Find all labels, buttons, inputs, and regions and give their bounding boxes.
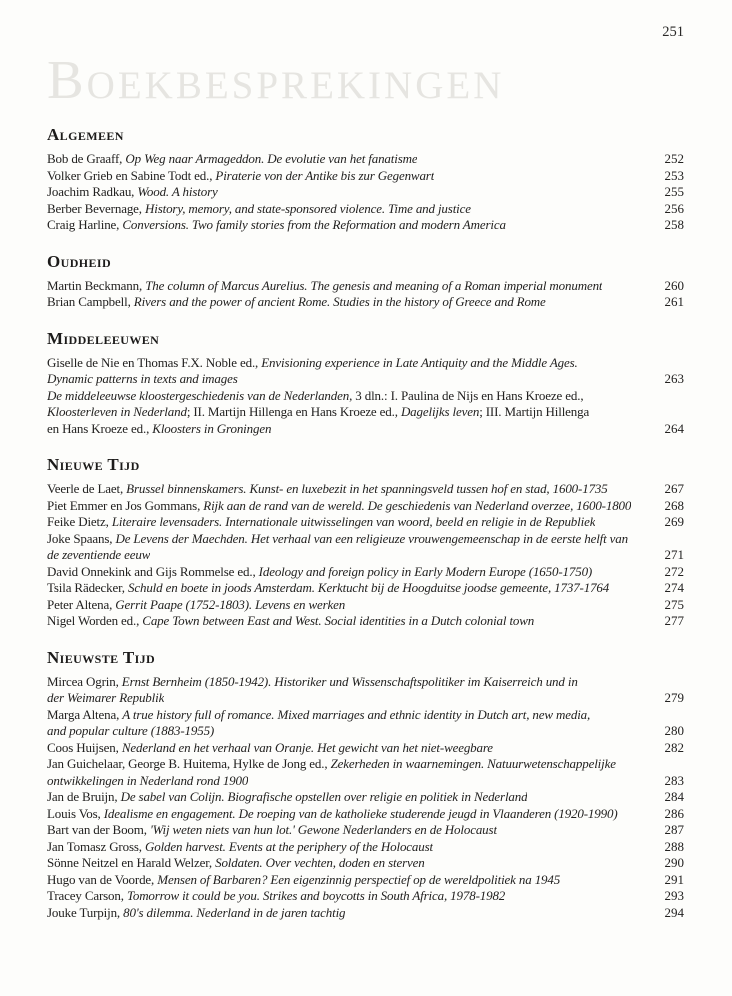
entry-text (47, 184, 218, 201)
toc-entry (47, 905, 684, 922)
entry-title: Golden harvest. Events at the periphery of the Holocaust (144, 838, 433, 854)
toc-entry-line (47, 531, 684, 548)
toc-entry-line (47, 481, 684, 498)
entry-page-number: 283 (664, 772, 684, 788)
toc-section (47, 251, 684, 311)
toc-entry (47, 168, 684, 185)
toc-entry-line (47, 888, 684, 905)
entry-title: der Weimarer Republik (47, 690, 165, 705)
entry-page-number: 279 (664, 690, 684, 705)
toc-entry (47, 756, 684, 789)
entry-author: Giselle de Nie en Thomas F.X. Noble ed., (47, 354, 262, 370)
entry-author: en Hans Kroeze ed., (47, 420, 153, 436)
toc-entry (47, 855, 684, 872)
section-heading: Nieuwste Tijd (47, 647, 156, 667)
entry-page-number: 272 (664, 563, 684, 579)
entry-title: Dagelijks leven (400, 404, 480, 419)
entry-page-number: 293 (664, 888, 684, 903)
toc-entry (47, 388, 684, 438)
entry-title: De Levens der Maechden. Het verhaal van een religieuze vrouwengemeenschap in de eerste helft van (115, 530, 628, 546)
entry-text (47, 822, 497, 839)
entry-page-number: 294 (664, 904, 684, 920)
entry-author: Tracey Carson, (47, 888, 127, 903)
toc-entry-line (47, 756, 684, 773)
entry-text (47, 481, 608, 498)
toc-entry-line (47, 184, 684, 201)
toc-entry-line (47, 547, 684, 564)
section-heading: Algemeen (47, 125, 124, 144)
toc-entry-line (47, 597, 684, 614)
toc-entry-line (47, 855, 684, 872)
toc-entry (47, 580, 684, 597)
entry-title: and popular culture (1883-1955) (47, 723, 215, 738)
entry-text (47, 580, 609, 597)
toc-entry-line (47, 822, 684, 839)
toc-entry-line (47, 674, 684, 691)
entry-text (47, 674, 578, 691)
entry-title: Tomorrow it could be you. Strikes and boycotts in South Africa, 1978-1982 (126, 888, 506, 903)
entry-author: , 3 dln.: I. Paulina de Nijs en Hans Kroeze ed., (349, 387, 584, 403)
entry-text (47, 690, 164, 707)
toc-entry-line (47, 294, 684, 311)
toc-entry-line (47, 514, 684, 531)
entry-title: History, memory, and state-sponsored violence. Time and justice (145, 200, 471, 216)
toc-entry-line (47, 151, 684, 168)
entry-author: Nigel Worden ed., (47, 613, 143, 628)
entry-author: Mircea Ogrin, (47, 673, 122, 689)
entry-title: ontwikkelingen in Nederland rond 1900 (47, 772, 249, 788)
entry-page-number: 275 (664, 596, 684, 612)
entry-author: Craig Harline, (47, 217, 123, 232)
toc-entry-line (47, 806, 684, 823)
entry-author: Veerle de Laet, (47, 481, 127, 496)
entry-author: Peter Altena, (47, 596, 116, 612)
toc-entry-line (47, 872, 684, 889)
entry-page-number: 268 (664, 497, 684, 513)
entry-page-number: 264 (664, 420, 684, 436)
entry-title: Kloosterleven in Nederland (47, 404, 187, 419)
entry-title: 80's dilemma. Nederland in de jaren tachtig (123, 904, 346, 920)
toc-entry (47, 294, 684, 311)
entry-text (47, 168, 434, 185)
toc-entry (47, 806, 684, 823)
entry-page-number: 255 (664, 184, 684, 199)
toc-entry-line (47, 217, 684, 234)
entry-text (47, 371, 238, 388)
entry-title: Ernst Bernheim (1850-1942). Historiker und Wissenschaftspolitiker im Kaiserreich und in (121, 673, 578, 689)
entry-author: Jan Guichelaar, George B. Huitema, Hylke de Jong ed., (47, 756, 331, 771)
toc-entry-line (47, 278, 684, 295)
toc-entry-line (47, 371, 684, 388)
toc-entry (47, 674, 684, 707)
toc-entry (47, 613, 684, 630)
entry-title: Rivers and the power of ancient Rome. Studies in the history of Greece and Rome (133, 294, 546, 309)
entry-title: The column of Marcus Aurelius. The genesis and meaning of a Roman imperial monument (145, 277, 603, 293)
entry-text (47, 789, 527, 806)
entry-title: Literaire levensaders. Internationale uitwisselingen van woord, beeld en religie in de Republiek (111, 514, 596, 529)
entry-page-number: 256 (664, 200, 684, 216)
entry-page-number: 252 (664, 151, 684, 166)
entry-text (47, 597, 345, 614)
entry-title: A true history full of romance. Mixed marriages and ethnic identity in Dutch art, new media, (122, 706, 591, 722)
entry-title: Kloosters in Groningen (152, 420, 272, 436)
entry-page-number: 282 (664, 739, 684, 755)
toc-entry-line (47, 690, 684, 707)
entry-title: De sabel van Colijn. Biografische opstellen over religie en politiek in Nederland (120, 789, 528, 804)
entry-text (47, 514, 595, 531)
entry-page-number: 290 (664, 855, 684, 870)
toc-entry-line (47, 707, 684, 724)
entry-page-number: 263 (664, 371, 684, 386)
toc-entry-line (47, 839, 684, 856)
entry-title: 'Wij weten niets van hun lot.' Gewone Nederlanders en de Holocaust (149, 822, 497, 837)
toc-entry (47, 355, 684, 388)
toc-entry (47, 564, 684, 581)
toc-entry-line (47, 168, 684, 185)
entry-title: de zeventiende eeuw (47, 547, 151, 562)
entry-text (47, 151, 417, 168)
entry-text (47, 839, 433, 856)
entry-author: ; III. Martijn Hillenga (479, 404, 590, 419)
entry-page-number: 269 (664, 514, 684, 529)
entry-page-number: 258 (664, 217, 684, 232)
entry-page-number: 271 (664, 547, 684, 562)
entry-author: Tsila Rädecker, (47, 580, 128, 595)
entry-page-number: 291 (664, 871, 684, 887)
entry-title: Gerrit Paape (1752-1803). Levens en werken (115, 596, 346, 612)
toc-section (47, 328, 684, 438)
toc-entry (47, 888, 684, 905)
page-number: 251 (662, 24, 684, 40)
toc-entry (47, 822, 684, 839)
entry-text (47, 355, 578, 372)
entry-title: Mensen of Barbaren? Een eigenzinnig perspectief op de wereldpolitiek na 1945 (157, 871, 561, 887)
entry-text (47, 547, 150, 564)
section-heading: Nieuwe Tijd (47, 455, 140, 474)
toc-entry-line (47, 613, 684, 630)
toc-section (47, 454, 684, 630)
entry-author: Coos Huijsen, (47, 739, 122, 755)
toc-entry-line (47, 580, 684, 597)
section-heading: Oudheid (47, 251, 112, 271)
entry-title: Conversions. Two family stories from the Reformation and modern America (122, 217, 506, 232)
entry-text (47, 872, 560, 889)
entry-author: David Onnekink and Gijs Rommelse ed., (47, 563, 259, 579)
toc-entry-line (47, 723, 684, 740)
entry-page-number: 274 (664, 580, 684, 595)
entry-text (47, 723, 214, 740)
entry-page-number: 260 (664, 277, 684, 293)
entry-text (47, 498, 631, 515)
entry-title: Soldaten. Over vechten, doden en sterven (215, 855, 425, 870)
toc-section (47, 124, 684, 234)
entry-author: Louis Vos, (47, 805, 104, 821)
toc-entry (47, 531, 684, 564)
entry-text (47, 905, 345, 922)
entry-page-number: 277 (664, 613, 684, 628)
entry-page-number: 286 (664, 805, 684, 821)
entry-title: Op Weg naar Armageddon. De evolutie van het fanatisme (125, 151, 418, 166)
entry-text (47, 421, 271, 438)
entry-title: Brussel binnenskamers. Kunst- en luxebezit in het spanningsveld tussen hof en stad, 1600-1735 (126, 481, 608, 496)
entry-text (47, 278, 602, 295)
entry-text (47, 613, 534, 630)
entry-title: Dynamic patterns in texts and images (47, 371, 238, 386)
entry-title: Envisioning experience in Late Antiquity and the Middle Ages. (261, 354, 578, 370)
toc-entry-line (47, 564, 684, 581)
toc-entry (47, 498, 684, 515)
toc-section (47, 647, 684, 922)
entry-page-number: 287 (664, 822, 684, 837)
entry-author: Jan de Bruijn, (47, 789, 121, 804)
entry-title: De middeleeuwse kloostergeschiedenis van de Nederlanden (47, 387, 350, 403)
entry-page-number: 253 (664, 167, 684, 183)
entry-text (47, 294, 546, 311)
entry-author: ; II. Martijn Hillenga en Hans Kroeze ed., (186, 404, 401, 419)
entry-text (47, 531, 628, 548)
entry-author: Jouke Turpijn, (47, 904, 124, 920)
entry-author: Brian Campbell, (47, 294, 134, 309)
entry-title: Cape Town between East and West. Social identities in a Dutch colonial town (142, 613, 535, 628)
toc-entry-line (47, 388, 684, 405)
entry-author: Sönne Neitzel en Harald Welzer, (47, 855, 216, 870)
entry-text (47, 773, 248, 790)
toc-entry-line (47, 789, 684, 806)
toc-entry (47, 201, 684, 218)
entry-author: Berber Bevernage, (47, 200, 145, 216)
entry-text (47, 740, 493, 757)
entry-author: Feike Dietz, (47, 514, 112, 529)
toc-entry (47, 151, 684, 168)
entry-text (47, 806, 618, 823)
entry-title: Nederland en het verhaal van Oranje. Het gewicht van het niet-weegbare (121, 739, 493, 755)
entry-page-number: 288 (664, 838, 684, 854)
entry-page-number: 284 (664, 789, 684, 804)
entry-title: Wood. A history (137, 184, 218, 199)
toc-entry-line (47, 773, 684, 790)
entry-author: Marga Altena, (47, 706, 123, 722)
entry-author: Joachim Radkau, (47, 184, 138, 199)
entry-title: Idealisme en engagement. De roeping van de katholieke studerende jeugd in Vlaanderen (1920-1990) (103, 805, 618, 821)
toc-entry (47, 184, 684, 201)
entry-page-number: 261 (664, 294, 684, 309)
entry-author: Volker Grieb en Sabine Todt ed., (47, 167, 216, 183)
entry-text (47, 707, 590, 724)
entry-text (47, 855, 425, 872)
entry-author: Martin Beckmann, (47, 277, 146, 293)
entry-text (47, 388, 583, 405)
toc-entry-line (47, 404, 684, 421)
entry-author: Jan Tomasz Gross, (47, 838, 145, 854)
entry-title: Schuld en boete in joods Amsterdam. Kerktucht bij de Hoogduitse joodse gemeente, 1737-1764 (128, 580, 610, 595)
toc-entry (47, 217, 684, 234)
toc-entry (47, 707, 684, 740)
entry-author: Bob de Graaff, (47, 151, 126, 166)
entry-author: Piet Emmer en Jos Gommans, (47, 497, 204, 513)
toc-entry (47, 514, 684, 531)
entry-text (47, 217, 506, 234)
entry-title: Ideology and foreign policy in Early Modern Europe (1650-1750) (258, 563, 593, 579)
entry-text (47, 756, 616, 773)
toc-entry (47, 481, 684, 498)
toc-entry (47, 789, 684, 806)
entry-text (47, 888, 505, 905)
toc-entry (47, 839, 684, 856)
entry-text (47, 564, 592, 581)
toc-entry (47, 278, 684, 295)
toc-entry-line (47, 201, 684, 218)
entry-page-number: 267 (664, 481, 684, 496)
entry-text (47, 404, 589, 421)
toc-entry (47, 740, 684, 757)
section-heading: Middeleeuwen (47, 328, 160, 348)
entry-text (47, 201, 471, 218)
entry-author: Joke Spaans, (47, 530, 116, 546)
toc-entry-line (47, 421, 684, 438)
toc-entry-line (47, 498, 684, 515)
toc-entry (47, 597, 684, 614)
entry-title: Rijk aan de rand van de wereld. De geschiedenis van Nederland overzee, 1600-1800 (203, 497, 632, 513)
toc-entry-line (47, 355, 684, 372)
entry-title: Zekerheden in waarnemingen. Natuurwetenschappelijke (330, 756, 616, 771)
toc-entry-line (47, 905, 684, 922)
toc-entry (47, 872, 684, 889)
entry-author: Bart van der Boom, (47, 822, 150, 837)
toc-sections (47, 124, 684, 921)
entry-title: Piraterie von der Antike bis zur Gegenwart (215, 167, 435, 183)
page-title: Boekbesprekingen (47, 49, 505, 110)
entry-author: Hugo van de Voorde, (47, 871, 158, 887)
toc-entry-line (47, 740, 684, 757)
entry-page-number: 280 (664, 723, 684, 738)
